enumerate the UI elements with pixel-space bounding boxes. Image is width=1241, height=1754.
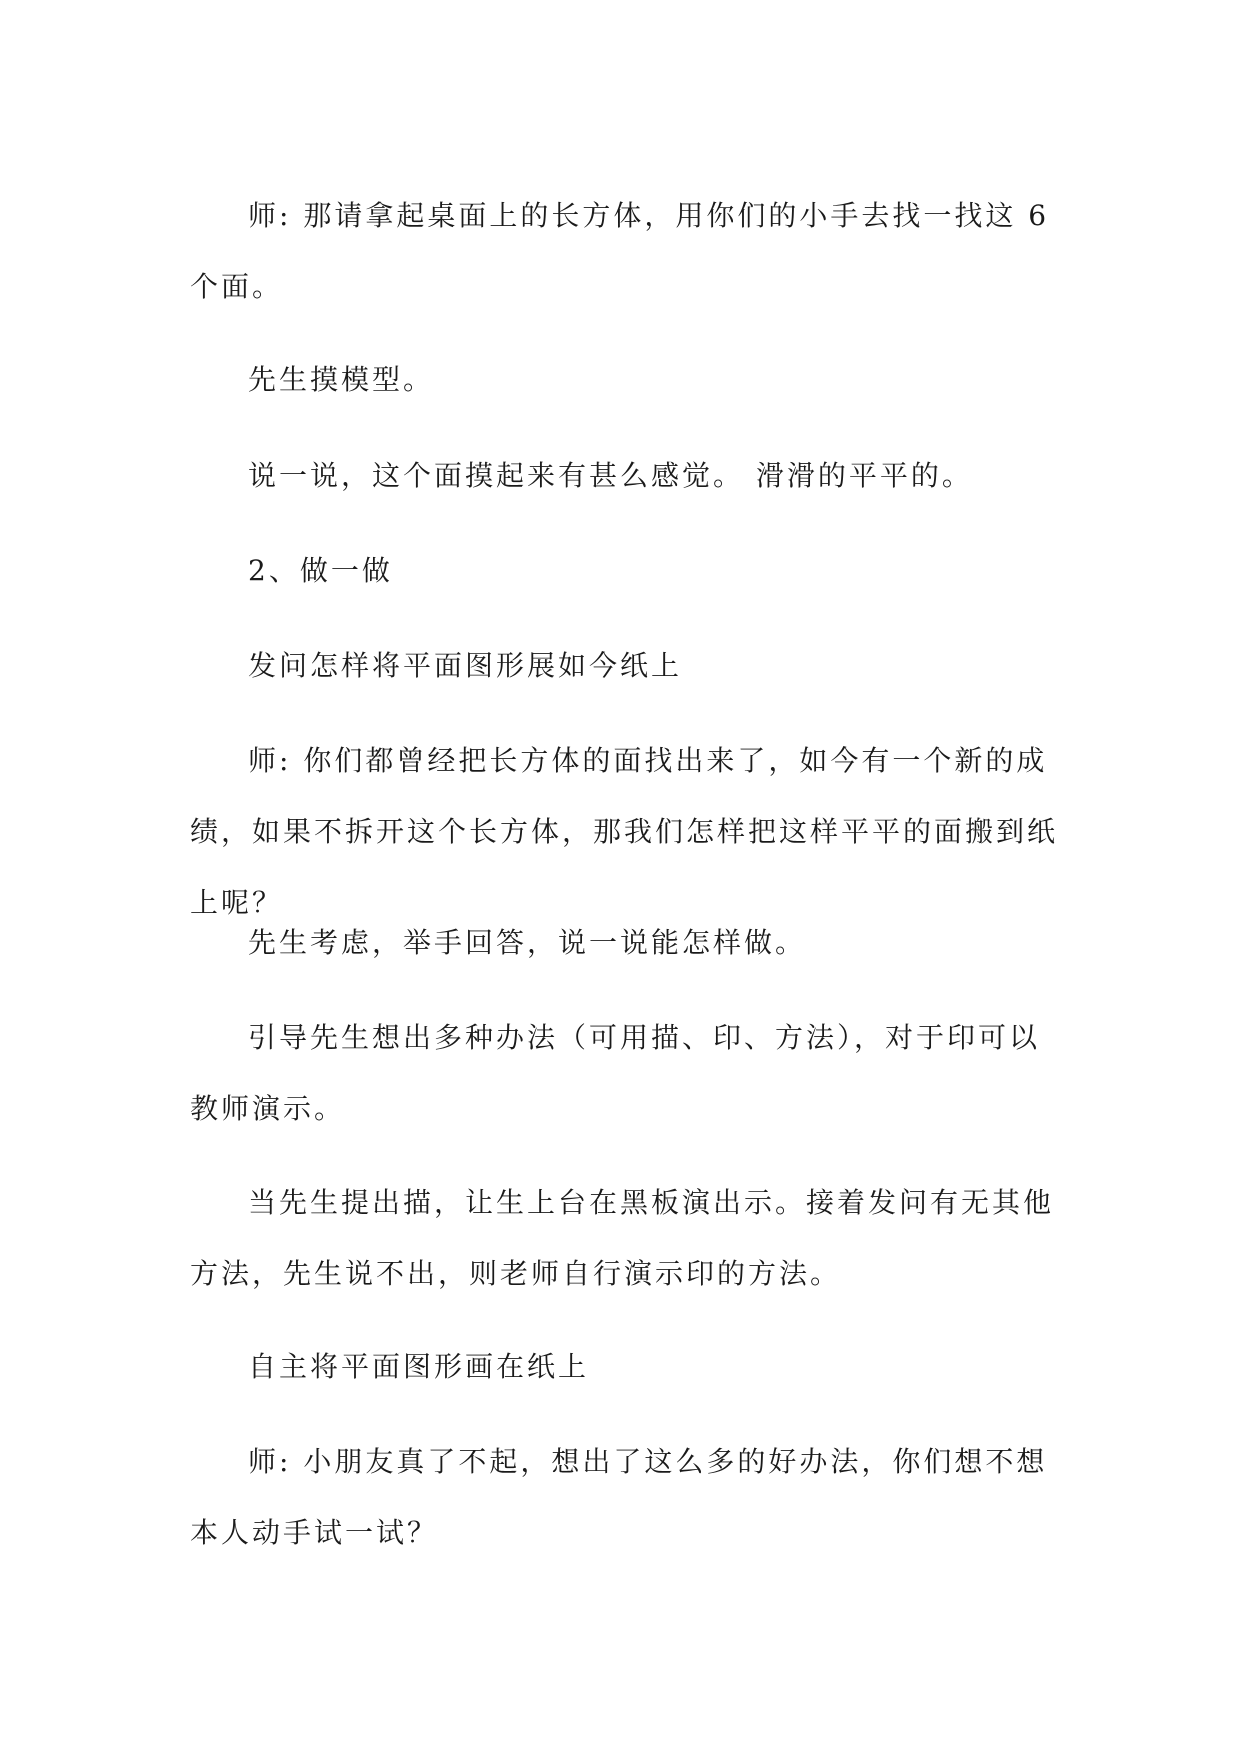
paragraph-blackboard-demo: 当先生提出描，让生上台在黑板演出示。接着发问有无其他方法，先生说不出，则老师自行演示印的方法。 (190, 1186, 1055, 1290)
paragraph-teacher-new-problem: 师: 你们都曾经把长方体的面找出来了，如今有一个新的成绩，如果不拆开这个长方体，那我们怎样把这样平平的面搬到纸上呢？ (190, 744, 1059, 919)
paragraph-draw-on-paper: 自主将平面图形画在纸上 (248, 1350, 590, 1383)
paragraph-teacher-try-it: 师: 小朋友真了不起，想出了这么多的好办法，你们想不想本人动手试一试？ (190, 1445, 1048, 1549)
paragraph-question-show-on-paper: 发问怎样将平面图形展如今纸上 (248, 649, 683, 682)
section-heading-do-it: 2、做一做 (248, 554, 393, 587)
paragraph-students-think: 先生考虑，举手回答，说一说能怎样做。 (248, 926, 807, 959)
paragraph-guide-methods: 引导先生想出多种办法（可用描、印、方法），对于印可以教师演示。 (190, 1021, 1041, 1125)
paragraph-say-feeling: 说一说，这个面摸起来有甚么感觉。 滑滑的平平的。 (248, 459, 973, 492)
paragraph-students-touch-model: 先生摸模型。 (248, 363, 435, 396)
paragraph-teacher-find-faces: 师: 那请拿起桌面上的长方体，用你们的小手去找一找这 6 个面。 (190, 199, 1050, 303)
